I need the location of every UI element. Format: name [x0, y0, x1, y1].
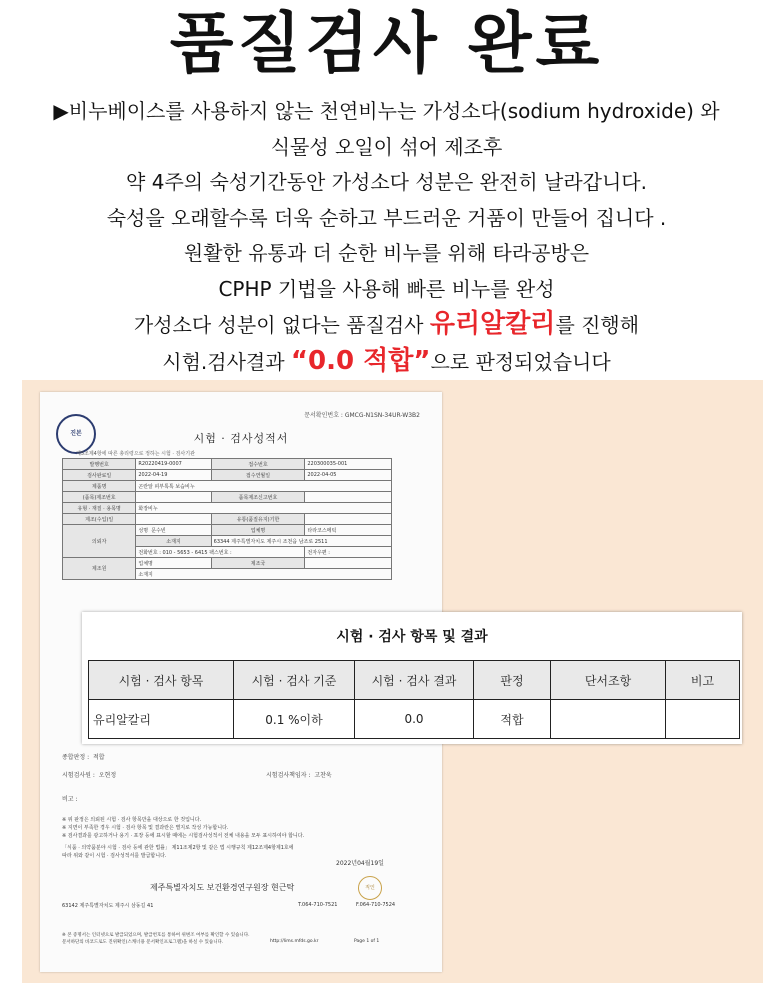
form-label: 접수번호 — [211, 459, 305, 470]
overall-judgement — [62, 752, 105, 761]
table-header-row — [89, 661, 740, 700]
form-value: 전자우편 : — [305, 547, 392, 558]
page-title: 품질검사 완료 — [169, 5, 604, 82]
table-cell: 0.1 %이하 — [234, 700, 355, 739]
form-label: 제조(수입)일 — [63, 514, 136, 525]
form-value: R20220419-0007 — [136, 459, 211, 470]
form-label: 소재지 — [136, 536, 211, 547]
tester — [62, 770, 116, 779]
intro-text-segment: 시험.검사결과 — [162, 349, 291, 374]
intro-text-segment: 으로 판정되었습니다 — [430, 349, 611, 374]
intro-line-result — [0, 344, 773, 381]
column-header: 단서조항 — [551, 661, 666, 700]
footer-site: http://lims.mfds.go.kr — [270, 939, 319, 944]
form-value: 220300035-001 — [305, 459, 392, 470]
table-cell: 0.0 — [355, 700, 474, 739]
table-cell: 유리알칼리 — [89, 700, 234, 739]
results-zoom-panel — [82, 612, 742, 744]
notice-line: ※ 위 판정은 의뢰된 시험 · 검사 항목만을 대상으로 한 것입니다. — [62, 817, 202, 823]
highlight-result: “0.0 적합” — [290, 345, 431, 376]
certificate-basis: 제5조제4항에 따른 총리령으로 정하는 시험 · 검사기관 — [76, 451, 195, 457]
official-stamp-icon: 직인 — [358, 876, 382, 900]
intro-text-segment: 를 진행해 — [555, 313, 640, 337]
notice-line: ※ 지면이 부족한 경우 시험 · 검사 항목 및 결과란은 별지로 작성 가능합니다. — [62, 825, 229, 831]
intro-line: 숙성을 오래할수록 더욱 순하고 부드러운 거품이 만들어 집니다 . — [106, 205, 667, 230]
form-label: 발행번호 — [63, 459, 136, 470]
form-label: (품목)제조번호 — [63, 492, 136, 503]
institute-name: 제주특별자치도 보건환경연구원장 현근탁 — [150, 883, 295, 892]
form-value: 소재지 — [136, 569, 392, 580]
form-value — [305, 492, 392, 503]
form-value: 화장비누 — [136, 503, 392, 514]
table-row — [89, 700, 740, 739]
form-label: 제조국 — [211, 558, 305, 569]
form-value: 2022-04-19 — [136, 470, 211, 481]
intro-text-segment: 가성소다 성분이 없다는 품질검사 — [133, 313, 430, 337]
manager-name: 고찬욱 — [314, 772, 332, 779]
form-value — [136, 492, 211, 503]
intro-line: 약 4주의 숙성기간동안 가성소다 성분은 완전히 날라갑니다. — [126, 170, 647, 194]
intro-line: ▶비누베이스를 사용하지 않는 천연비누는 가성소다(sodium hydroxide) 와 — [53, 99, 720, 123]
certificate-title: 시험 · 검사성적서 — [193, 432, 289, 445]
form-label: 접수연월일 — [211, 470, 305, 481]
doc-number: 문서확인번호 : GMCG-N1SN-34UR-W3B2 — [304, 412, 420, 419]
footer-fax: F.064-710-7524 — [356, 902, 396, 908]
footer-address: 63142 제주특별자치도 제주시 삼동길 41 — [62, 903, 154, 909]
form-value — [136, 525, 211, 536]
table-cell — [666, 700, 740, 739]
form-label: 유통(품질유지)기한 — [211, 514, 305, 525]
form-value: 전화번호 : 010 - 5653 - 6415 팩스번호 : — [136, 547, 305, 558]
column-header: 시험 · 검사 기준 — [234, 661, 355, 700]
manager-label: 시험검사책임자 : — [266, 772, 311, 779]
results-title: 시험 · 검사 항목 및 결과 — [336, 629, 488, 645]
form-value — [305, 558, 392, 569]
highlight-free-alkali: 유리알칼리 — [429, 309, 556, 339]
footer-note: 문서하단의 바코드로도 진위확인(스캐너용 문서확인프로그램)을 하실 수 있습니다. — [62, 940, 224, 945]
certificate-form-table — [62, 458, 392, 580]
table-cell: 적합 — [474, 700, 551, 739]
form-value: 2022-04-05 — [305, 470, 392, 481]
notice-line: ※ 검사결과를 광고하거나 용기 · 포장 등에 표시할 때에는 시험검사성적서 전체 내용을 모두 표시하여야 합니다. — [62, 833, 305, 839]
intro-text — [0, 94, 773, 380]
form-value: 타라코스메틱 — [305, 525, 392, 536]
form-label: 제품명 — [63, 481, 136, 492]
footer-note: ※ 본 증명서는 인터넷으로 발급되었으며, 발급번호를 통하여 위변조 여부를 확인할 수 있습니다. — [62, 933, 250, 938]
column-header: 시험 · 검사 결과 — [355, 661, 474, 700]
form-label: 성명 — [138, 527, 149, 534]
manager — [266, 770, 332, 779]
column-header: 비고 — [666, 661, 740, 700]
sign-date: 2022년04월19일 — [336, 860, 384, 867]
intro-line-highlight — [0, 307, 773, 344]
form-label: 업체명 — [211, 525, 305, 536]
statute-line: 「식품 · 의약품분야 시험 · 검사 등에 관한 법률」 제11조제2항 및 같은 법 시행규칙 제12조제4항제1호에 — [62, 845, 294, 851]
intro-line: 원활한 유통과 더 순한 비누를 위해 타라공방은 — [183, 241, 590, 265]
form-value: 업체명 — [136, 558, 211, 569]
form-value — [136, 514, 211, 525]
column-header: 판정 — [474, 661, 551, 700]
table-cell — [551, 700, 666, 739]
form-label: 의뢰자 — [63, 525, 136, 558]
results-table — [88, 660, 740, 739]
tester-label: 시험검사원 : — [62, 772, 95, 779]
overall-label: 종합판정 : — [62, 754, 90, 761]
note-label: 비고 : — [62, 796, 78, 803]
tester-name: 오현정 — [98, 772, 117, 779]
footer-tel: T.064-710-7521 — [298, 902, 338, 908]
statute-line: 따라 위와 같이 시험 · 검사성적서를 발급합니다. — [62, 853, 167, 859]
authentic-seal-icon: 진본 — [56, 414, 96, 454]
overall-value: 적합 — [92, 754, 105, 761]
form-label: 검사완료일 — [63, 470, 136, 481]
form-value — [305, 514, 392, 525]
form-label: 품목제조신고번호 — [211, 492, 305, 503]
form-value: 곤란알 피부톡톡 보습비누 — [136, 481, 392, 492]
form-value: 63344 제주특별자치도 제주시 조천읍 남조로 2511 — [211, 536, 391, 547]
intro-line: CPHP 기법을 사용해 빠른 비누를 완성 — [218, 276, 555, 301]
column-header: 시험 · 검사 항목 — [89, 661, 234, 700]
intro-line: 식물성 오일이 섞어 제조후 — [270, 134, 503, 159]
footer-page: Page 1 of 1 — [354, 939, 380, 944]
form-value: 문수빈 — [151, 527, 166, 534]
form-label: 유형 · 재질 · 용목명 — [63, 503, 136, 514]
form-label: 제조원 — [63, 558, 136, 580]
